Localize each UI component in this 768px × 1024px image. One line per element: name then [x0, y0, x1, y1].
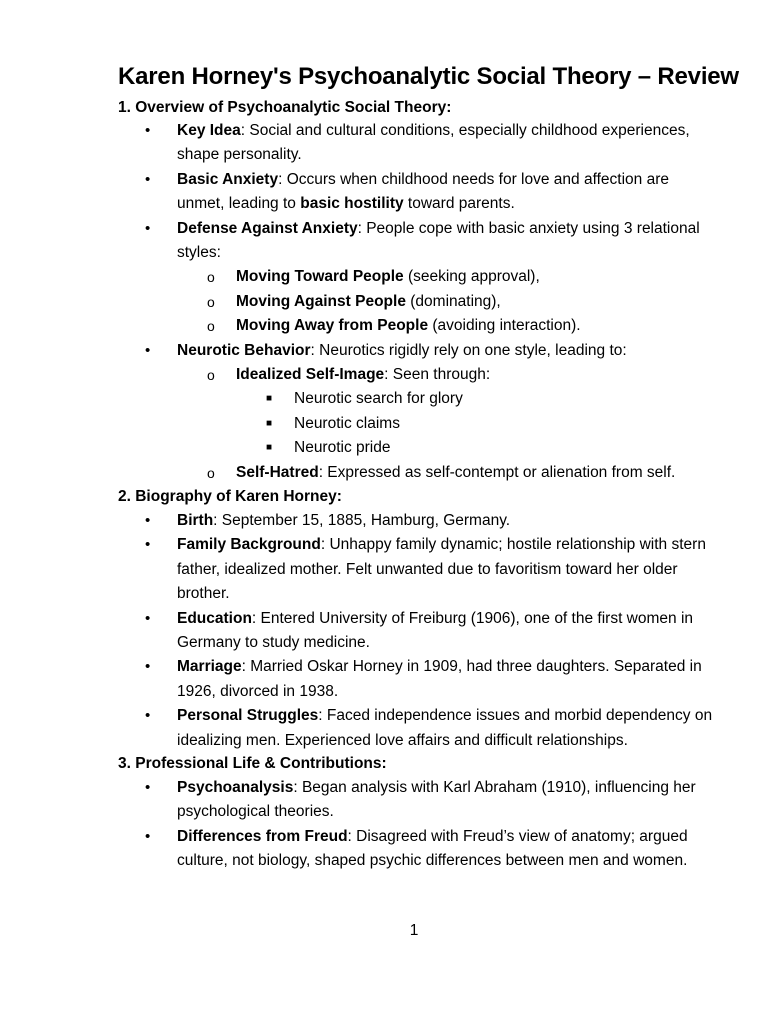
item-text: : September 15, 1885, Hamburg, Germany.: [213, 512, 511, 529]
bullet-marker: •: [145, 536, 151, 554]
item-text: (dominating),: [405, 292, 501, 310]
bullet-marker: •: [145, 512, 151, 529]
item-label: Key Idea: [177, 122, 241, 139]
item-text: Neurotic pride: [294, 439, 391, 457]
item-text: : People cope with basic anxiety using 3 relational styles:: [177, 219, 700, 262]
bullet-marker: •: [145, 122, 151, 139]
list-item-family-background: [118, 533, 718, 606]
item-label: Differences from Freud: [177, 827, 348, 845]
item-label: Moving Toward People: [236, 268, 404, 286]
list-item-basic-anxiety: [118, 168, 718, 217]
square-bullet-marker: ■: [266, 417, 273, 429]
item-text: (avoiding interaction).: [428, 317, 581, 335]
item-text: : Faced independence issues and morbid dependency on idealizing men. Experienced love affairs and difficult relationships.: [177, 707, 713, 749]
sublist-item-moving-toward: [177, 265, 718, 289]
sublist-item-self-hatred: [177, 461, 718, 485]
item-label: Education: [177, 609, 252, 627]
item-text: : Seen through:: [384, 366, 491, 384]
sublist-item-moving-against: [177, 290, 718, 314]
sub-bullet-marker: o: [207, 367, 215, 384]
item-text: toward parents.: [403, 195, 515, 213]
section-heading-overview: 1. Overview of Psychoanalytic Social Theory:: [118, 99, 452, 116]
square-bullet-marker: ■: [266, 393, 273, 405]
item-label: Marriage: [177, 658, 242, 676]
list-item-defense-against-anxiety: [118, 217, 718, 266]
sub-bullet-marker: o: [207, 318, 215, 335]
item-label: Psychoanalysis: [177, 779, 294, 796]
nested-item-neurotic-claims: [236, 412, 718, 436]
item-label: Basic Anxiety: [177, 170, 279, 188]
item-text: : Began analysis with Karl Abraham (1910), influencing her psychological theories.: [177, 779, 696, 821]
item-text: : Social and cultural conditions, especially childhood experiences, shape personality.: [177, 122, 690, 164]
item-label: Moving Away from People: [236, 317, 429, 335]
item-label: Defense Against Anxiety: [177, 219, 358, 237]
bullet-marker: •: [145, 827, 151, 845]
item-bold-term: basic hostility: [300, 195, 404, 213]
list-item-psychoanalysis: [118, 776, 718, 825]
section-heading-biography: 2. Biography of Karen Horney:: [118, 488, 342, 505]
sub-bullet-marker: o: [207, 269, 215, 286]
item-text: : Unhappy family dynamic; hostile relationship with stern father, idealized mother. Felt unwanted due to favoritism toward her older brother.: [177, 536, 706, 603]
list-item-education: [118, 607, 718, 656]
list-item-birth: [118, 509, 718, 533]
list-item-key-idea: [118, 119, 718, 168]
item-text: : Married Oskar Horney in 1909, had three daughters. Separated in 1926, divorced in 1938.: [177, 658, 702, 700]
section-overview-list: [118, 119, 718, 485]
section-heading-professional-life: 3. Professional Life & Contributions:: [118, 755, 387, 772]
item-text: : Entered University of Freiburg (1906), one of the first women in Germany to study medicine.: [177, 609, 694, 652]
bullet-marker: •: [145, 609, 151, 627]
item-label: Neurotic Behavior: [177, 341, 311, 359]
document-title: Karen Horney's Psychoanalytic Social Theory – Review: [118, 63, 739, 90]
section-professional-list: [118, 776, 718, 874]
item-label: Family Background: [177, 536, 321, 554]
item-label: Personal Struggles: [177, 707, 319, 725]
bullet-marker: •: [145, 170, 151, 188]
list-item-neurotic-behavior: [118, 339, 718, 363]
nested-item-search-for-glory: [236, 387, 718, 411]
item-text: Neurotic search for glory: [294, 390, 463, 408]
list-item-differences-from-freud: [118, 825, 718, 874]
item-label: Moving Against People: [236, 292, 406, 310]
item-label: Birth: [177, 512, 214, 529]
item-text: : Occurs when childhood needs for love and affection are unmet, leading to: [177, 170, 669, 213]
bullet-marker: •: [145, 779, 151, 796]
nested-item-neurotic-pride: [236, 436, 718, 460]
page-number: 1: [409, 922, 419, 939]
bullet-marker: •: [145, 341, 151, 359]
bullet-marker: •: [145, 707, 151, 725]
item-text: Neurotic claims: [294, 414, 400, 432]
sub-bullet-marker: o: [207, 293, 215, 310]
item-label: Self-Hatred: [236, 463, 319, 481]
sublist-item-idealized-self-image: [177, 363, 718, 461]
section-biography-list: [118, 509, 718, 753]
item-text: : Neurotics rigidly rely on one style, leading to:: [310, 341, 627, 359]
sub-bullet-marker: o: [207, 464, 215, 481]
item-label: Idealized Self-Image: [236, 366, 385, 384]
list-item-marriage: [118, 655, 718, 704]
bullet-marker: •: [145, 219, 151, 237]
list-item-personal-struggles: [118, 704, 718, 753]
bullet-marker: •: [145, 658, 151, 676]
item-text: (seeking approval),: [403, 268, 540, 286]
square-bullet-marker: ■: [266, 442, 273, 454]
item-text: : Expressed as self-contempt or alienation from self.: [318, 463, 676, 481]
sublist-item-moving-away: [177, 314, 718, 338]
item-text: : Disagreed with Freud’s view of anatomy; argued culture, not biology, shaped psychic differences between men and women.: [177, 827, 688, 870]
